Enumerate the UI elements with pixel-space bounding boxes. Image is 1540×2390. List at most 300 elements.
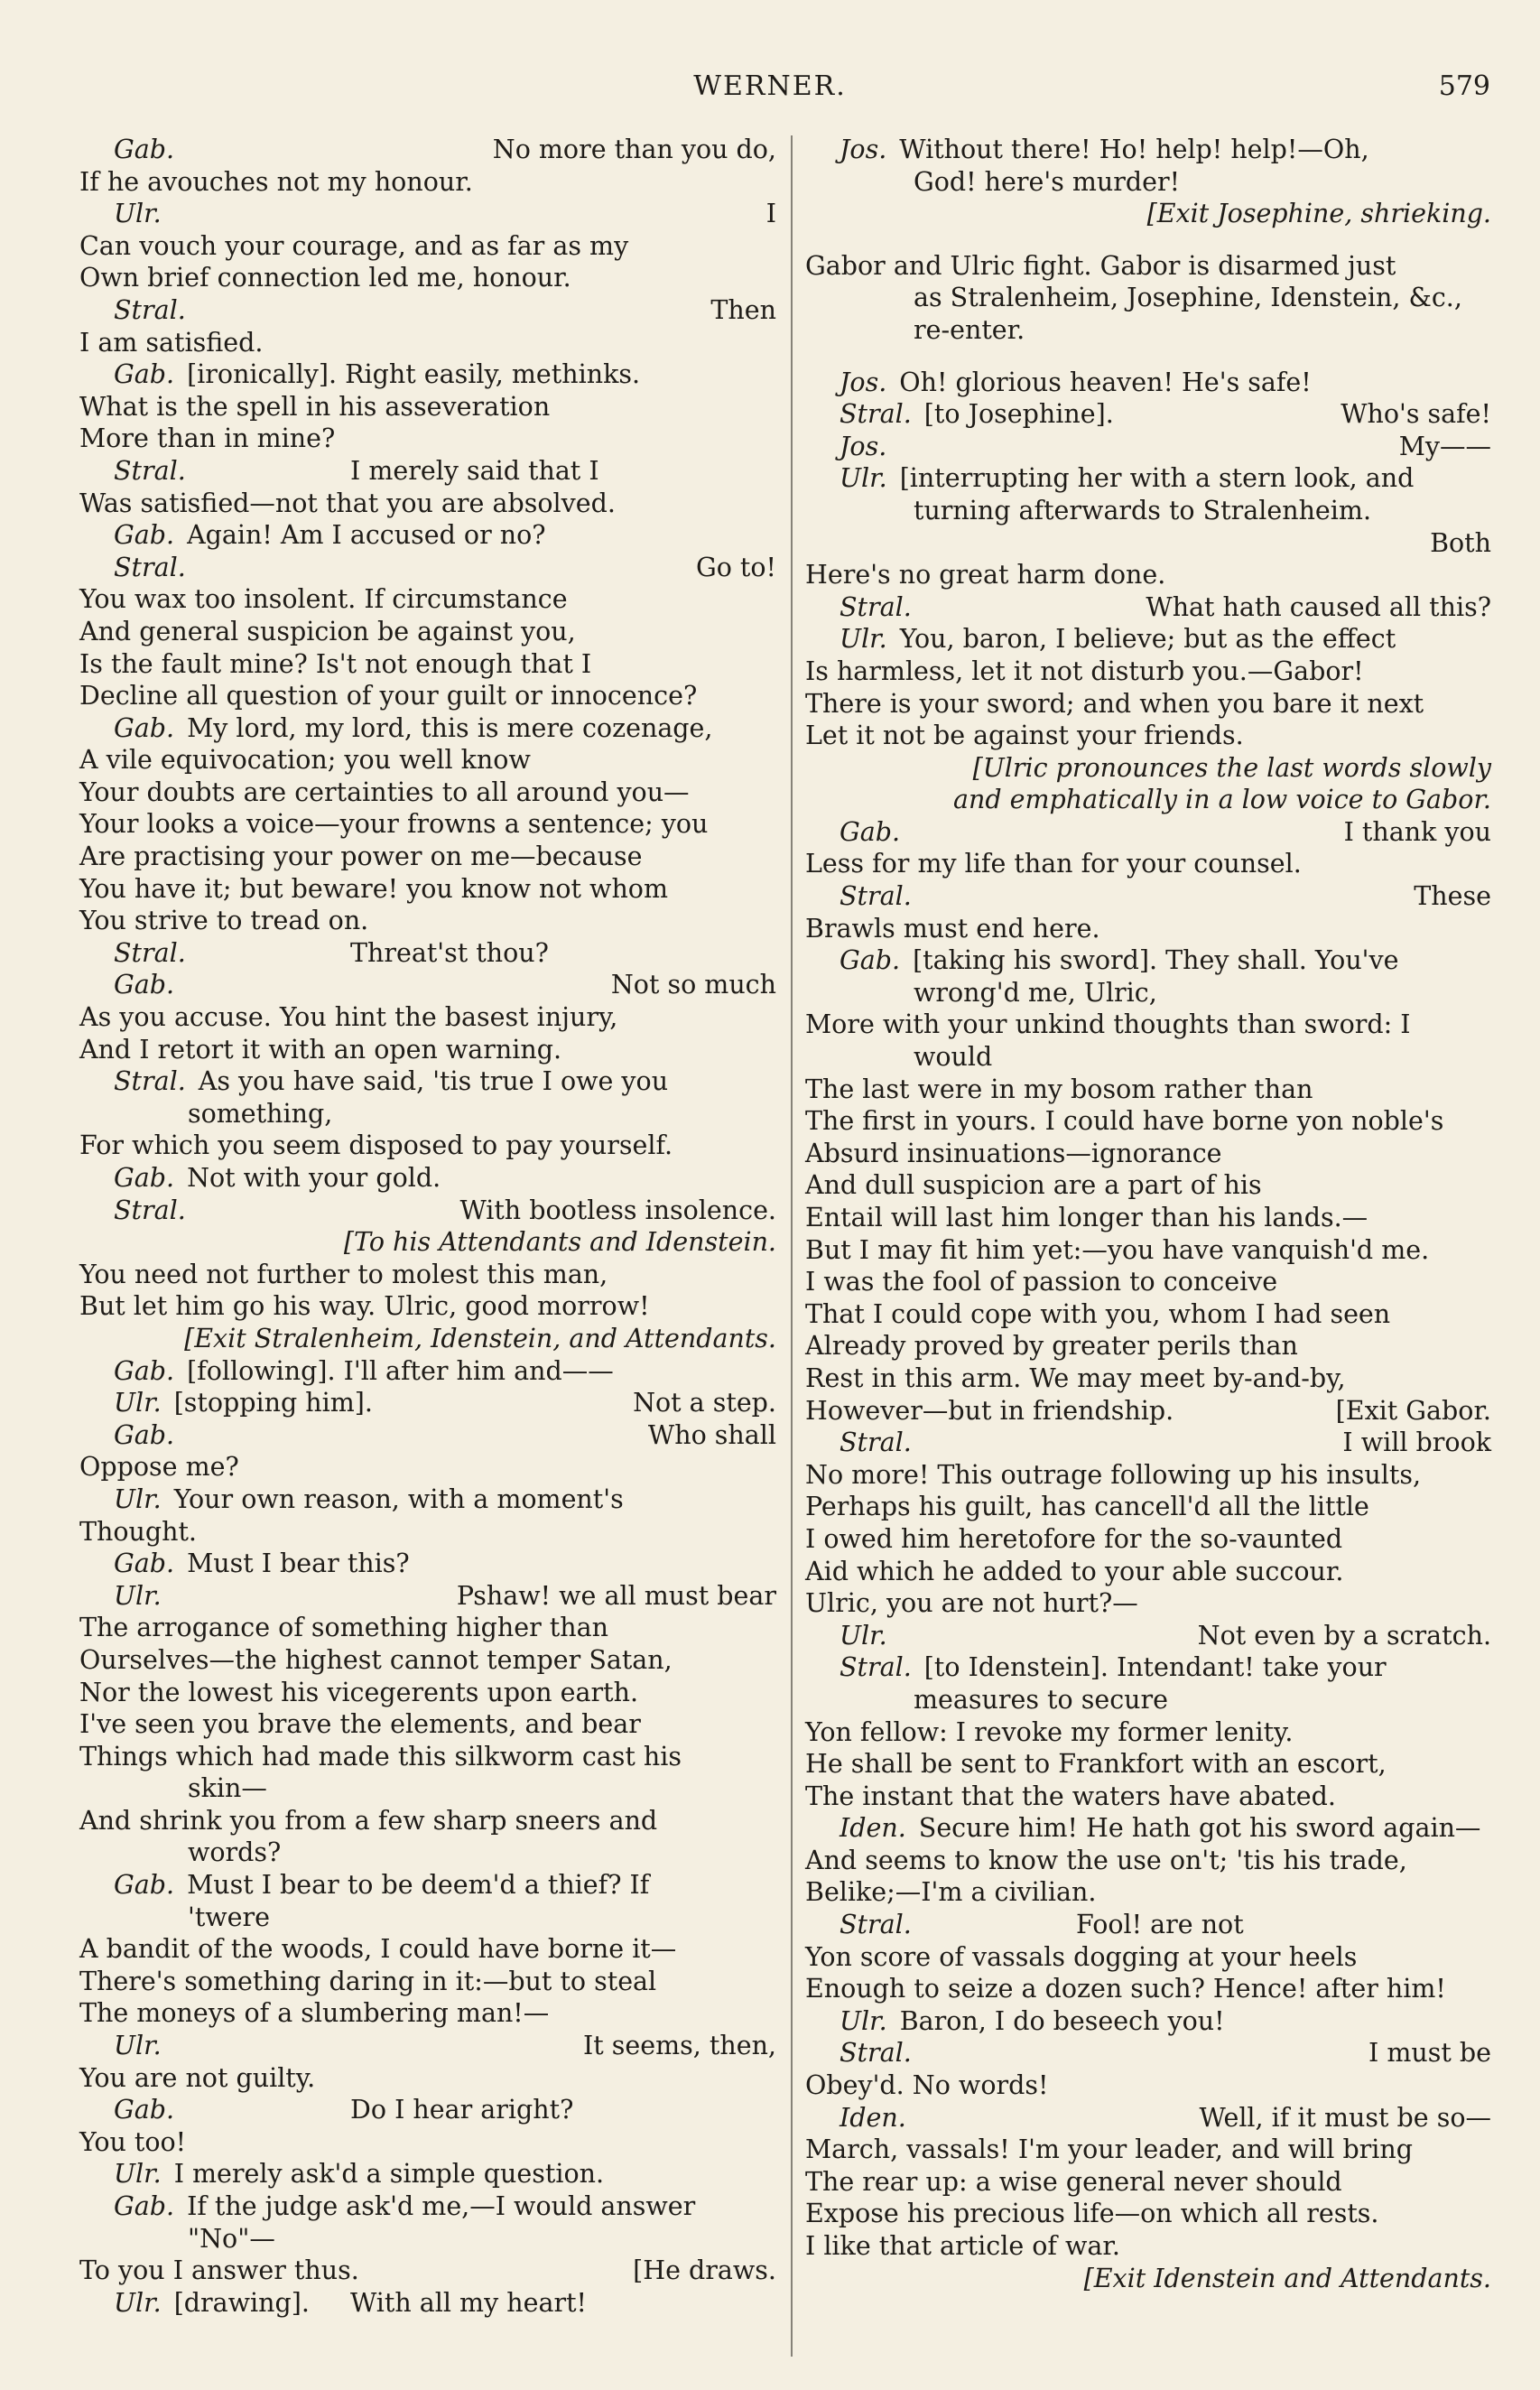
speaker-name: Stral. [114, 937, 186, 968]
line-text: Your doubts are certainties to all around you— [79, 777, 690, 807]
speaker-name: Ulr. [114, 1388, 162, 1418]
line-text: That I could cope with you, whom I had seen [805, 1298, 1391, 1329]
line-text: Secure him! He hath got his sword again— [918, 1813, 1481, 1844]
line-text-right: These [1414, 881, 1491, 912]
text-line [79, 1290, 776, 1323]
line-text-right: With bootless insolence. [459, 1195, 776, 1225]
line-text: You, baron, I believe; but as the effect [899, 624, 1396, 655]
speaker-name: Gab. [114, 1870, 175, 1901]
line-text-right: Who shall [647, 1419, 776, 1450]
text-line [805, 2134, 1491, 2166]
continuation-line: wrong'd me, Ulric, [914, 977, 1157, 1008]
line-text-right: [Exit Gabor. [1335, 1395, 1491, 1426]
text-line [79, 712, 776, 745]
text-line [79, 262, 776, 294]
line-text: Gabor and Ulric fight. Gabor is disarmed just [805, 250, 1396, 281]
continuation-line: God! here's murder! [914, 166, 1181, 197]
text-line [79, 423, 776, 455]
continuation-line: re-enter. [914, 314, 1025, 345]
text-line [79, 1869, 776, 1902]
line-text-right: Not a step. [633, 1388, 776, 1418]
spacer [805, 347, 1491, 367]
text-line [805, 1138, 1491, 1170]
text-line [805, 720, 1491, 752]
text-line [79, 1001, 776, 1034]
stage-direction: [Exit Josephine, shrieking. [1146, 199, 1491, 229]
text-line [79, 1805, 776, 1837]
speaker-name: Gab. [114, 970, 175, 1000]
text-line [805, 2069, 1491, 2102]
line-text: Let it not be against your friends. [805, 721, 1244, 751]
text-line [79, 905, 776, 937]
line-text: The last were in my bosom rather than [805, 1074, 1313, 1104]
speaker-name: Ulr. [114, 1580, 162, 1611]
text-line [805, 2198, 1491, 2230]
speaker-name: Stral. [114, 294, 186, 325]
text-line [79, 2190, 776, 2223]
line-text: Perhaps his guilt, has cancell'd all the little [805, 1492, 1369, 1522]
speaker-name: Stral. [840, 881, 912, 912]
text-line [805, 1523, 1491, 1556]
text-line [79, 937, 776, 970]
line-text: However—but in friendship. [805, 1395, 1174, 1426]
line-text: I was the fool of passion to conceive [805, 1267, 1278, 1297]
line-text: Are practising your power on me—because [79, 842, 643, 872]
text-line [79, 1195, 776, 1227]
line-text-mid: With all my heart! [350, 2287, 587, 2318]
continuation-line: something, [188, 1098, 333, 1129]
text-line [79, 583, 776, 616]
text-line [805, 1620, 1491, 1652]
text-line [79, 873, 776, 906]
text-line [79, 1612, 776, 1644]
speaker-name: Ulr. [840, 463, 887, 494]
line-text: But let him go his way. Ulric, good morrow! [79, 1291, 650, 1322]
speaker-name: Gab. [114, 1548, 175, 1579]
running-title: WERNER. [693, 70, 847, 102]
text-line [79, 1997, 776, 2030]
text-line [805, 398, 1491, 431]
line-text: There's something daring in it:—but to steal [79, 1966, 657, 1996]
text-line [79, 1741, 776, 1773]
text-line [79, 1130, 776, 1162]
text-line [79, 230, 776, 263]
line-text-right: Pshaw! we all must bear [456, 1580, 776, 1611]
line-text: Absurd insinuations—ignorance [805, 1138, 1222, 1168]
speaker-name: Gab. [114, 520, 175, 551]
line-text: A bandit of the woods, I could have borne it— [79, 1934, 677, 1965]
page-number: 579 [1438, 70, 1490, 102]
text-line [805, 1909, 1491, 1941]
text-line [79, 488, 776, 520]
left-column [79, 134, 776, 2319]
speaker-name: Gab. [114, 712, 175, 743]
text-line [805, 1427, 1491, 1459]
speaker-name: Stral. [114, 1195, 186, 1225]
text-line [805, 1074, 1491, 1106]
text-line [79, 134, 776, 166]
line-text: As you accuse. You hint the basest injury, [79, 1002, 618, 1033]
text-line [805, 1781, 1491, 1813]
line-text-right: [He draws. [633, 2255, 776, 2286]
text-line [805, 944, 1491, 977]
speaker-name: Ulr. [840, 2005, 887, 2036]
text-line [79, 294, 776, 327]
speaker-name: Stral. [840, 1652, 912, 1683]
stage-direction: and emphatically in a low voice to Gabor. [953, 785, 1491, 815]
text-line [805, 1973, 1491, 2005]
line-text: Nor the lowest his vicegerents upon earth. [79, 1677, 638, 1707]
text-line [79, 358, 776, 391]
speaker-name: Ulr. [114, 2287, 162, 2318]
text-line [79, 2094, 776, 2126]
text-line [79, 2158, 776, 2190]
text-line [79, 1548, 776, 1580]
text-line [79, 166, 776, 199]
line-text: Ulric, you are not hurt?— [805, 1588, 1138, 1619]
line-text: [to Idenstein]. Intendant! take your [923, 1652, 1387, 1683]
line-text: If he avouches not my honour. [79, 166, 473, 197]
line-text: You strive to tread on. [79, 906, 369, 936]
line-text: Own brief connection led me, honour. [79, 263, 571, 293]
line-text: More with your unkind thoughts than sword: I [805, 1009, 1411, 1040]
text-line [805, 1298, 1491, 1331]
text-line [805, 2166, 1491, 2199]
text-line [805, 623, 1491, 656]
line-text: You wax too insolent. If circumstance [79, 584, 568, 615]
text-line [79, 1677, 776, 1709]
line-text: What is the spell in his asseveration [79, 391, 551, 422]
line-text: [to Josephine]. [923, 399, 1114, 430]
text-line [805, 1845, 1491, 1877]
line-text: The rear up: a wise general never should [805, 2166, 1342, 2197]
speaker-name: Stral. [114, 455, 186, 486]
line-text: [interrupting her with a stern look, and [899, 463, 1415, 494]
line-text-right: It seems, then, [583, 2031, 776, 2061]
line-text: Ourselves—the highest cannot temper Satan, [79, 1644, 673, 1675]
line-text: Yon score of vassals dogging at your heels [805, 1941, 1358, 1972]
text-line [79, 680, 776, 712]
speaker-name: Gab. [840, 945, 901, 976]
text-line [79, 616, 776, 648]
text-line [805, 559, 1491, 591]
speaker-name: Jos. [840, 135, 887, 164]
line-text: Is harmless, let it not disturb you.—Gabor! [805, 656, 1364, 686]
line-text: [stopping him]. [173, 1388, 373, 1418]
line-text: Was satisfied—not that you are absolved. [79, 488, 616, 518]
line-text: Not with your gold. [187, 1163, 441, 1193]
text-line [79, 744, 776, 777]
line-text: Less for my life than for your counsel. [805, 849, 1302, 879]
text-line [79, 552, 776, 584]
line-text: And shrink you from a few sharp sneers and [79, 1805, 658, 1836]
text-line [805, 1876, 1491, 1909]
line-text: Must I bear this? [187, 1548, 410, 1579]
line-text-right: I must be [1368, 2038, 1491, 2069]
text-line [79, 1355, 776, 1388]
line-text-right: My—— [1398, 431, 1491, 461]
text-line [805, 2005, 1491, 2038]
text-line [79, 1516, 776, 1548]
continuation-line: 'twere [188, 1902, 271, 1932]
text-line [79, 1966, 776, 1998]
line-text: [following]. I'll after him and—— [187, 1355, 614, 1386]
text-line [79, 777, 776, 809]
line-text-right: I [765, 199, 776, 229]
line-text: Oppose me? [79, 1452, 239, 1483]
line-text: The moneys of a slumbering man!— [79, 1998, 550, 2029]
speaker-name: Stral. [840, 1427, 912, 1458]
continuation-line: would [914, 1042, 993, 1073]
line-text: Baron, I do beseech you! [899, 2005, 1225, 2036]
line-text: You too! [79, 2126, 187, 2157]
column-rule [791, 135, 793, 2357]
line-text: And seems to know the use on't; 'tis his trade, [805, 1845, 1407, 1875]
text-line [79, 2030, 776, 2062]
text-line [805, 1234, 1491, 1267]
line-text-mid: Do I hear aright? [350, 2095, 574, 2125]
line-text: My lord, my lord, this is mere cozenage, [187, 712, 713, 743]
text-line [805, 250, 1491, 283]
speaker-name: Gab. [114, 1355, 175, 1386]
line-text: Your own reason, with a moment's [173, 1483, 624, 1514]
text-line [805, 1716, 1491, 1749]
text-line [79, 1065, 776, 1098]
line-text: A vile equivocation; you well know [79, 745, 531, 776]
text-line [79, 519, 776, 552]
speaker-name: Iden. [840, 2102, 906, 2133]
speaker-name: Stral. [114, 552, 186, 582]
text-line [79, 2255, 776, 2287]
text-line [805, 2230, 1491, 2263]
text-line [805, 1105, 1491, 1138]
line-text: Brawls must end here. [805, 913, 1100, 944]
line-text: I've seen you brave the elements, and bear [79, 1709, 641, 1740]
stage-direction: [Exit Stralenheim, Idenstein, and Attendants. [184, 1323, 776, 1353]
line-text: Obey'd. No words! [805, 2070, 1049, 2101]
text-line [805, 880, 1491, 913]
text-line [805, 367, 1491, 399]
text-line [79, 1259, 776, 1291]
speaker-name: Gab. [114, 2191, 175, 2221]
text-line [805, 1812, 1491, 1845]
text-line [79, 1933, 776, 1966]
text-line [805, 1169, 1491, 1202]
text-line [805, 656, 1491, 688]
speaker-name: Stral. [840, 399, 912, 430]
line-text: [drawing]. [173, 2287, 310, 2318]
text-line [79, 1483, 776, 1516]
speaker-name: Ulr. [840, 624, 887, 655]
text-line [79, 2126, 776, 2159]
line-text: Decline all question of your guilt or innocence? [79, 681, 698, 711]
text-line [805, 848, 1491, 880]
line-text-mid: Fool! are not [1076, 1910, 1244, 1940]
text-line [805, 1009, 1491, 1041]
text-line [79, 1387, 776, 1419]
line-text: Again! Am I accused or no? [187, 520, 546, 551]
text-line [805, 1748, 1491, 1781]
line-text: Here's no great harm done. [805, 560, 1166, 591]
line-text: I owed him heretofore for the so-vaunted [805, 1523, 1343, 1554]
speaker-name: Gab. [114, 1419, 175, 1450]
continuation-line: measures to secure [914, 1684, 1169, 1715]
text-line [805, 1202, 1491, 1234]
speaker-name: Ulr. [114, 2159, 162, 2190]
speaker-name: Stral. [114, 1066, 186, 1097]
line-text-right: Not even by a scratch. [1197, 1620, 1491, 1651]
line-text-right: Who's safe! [1341, 399, 1491, 430]
speaker-name: Stral. [840, 591, 912, 622]
line-text-right: No more than you do, [492, 135, 776, 164]
line-text: But I may fit him yet:—you have vanquish'd me. [805, 1234, 1430, 1265]
line-text: The arrogance of something higher than [79, 1613, 608, 1643]
speaker-name: Ulr. [840, 1620, 887, 1651]
stage-direction: [Ulric pronounces the last words slowly [972, 752, 1491, 783]
speaker-name: Ulr. [114, 2031, 162, 2061]
line-text: Oh! glorious heaven! He's safe! [899, 367, 1312, 397]
text-line [805, 431, 1491, 463]
text-line [805, 2102, 1491, 2134]
text-line [805, 2037, 1491, 2069]
stage-direction: [Exit Idenstein and Attendants. [1083, 2263, 1491, 2293]
line-text: And general suspicion be against you, [79, 616, 576, 646]
line-text: To you I answer thus. [79, 2255, 359, 2286]
line-text: I am satisfied. [79, 327, 264, 358]
text-line [79, 1708, 776, 1741]
text-line [805, 591, 1491, 624]
line-text: I merely ask'd a simple question. [173, 2159, 605, 2190]
speaker-name: Jos. [840, 367, 887, 397]
text-line [805, 1556, 1491, 1588]
text-line [79, 327, 776, 359]
line-text: Enough to seize a dozen such? Hence! after him! [805, 1974, 1446, 2004]
text-line [79, 841, 776, 873]
page-header [0, 70, 1540, 116]
line-text: Thought. [79, 1516, 197, 1547]
speaker-name: Ulr. [114, 199, 162, 229]
line-text: March, vassals! I'm your leader, and will bring [805, 2134, 1414, 2165]
text-line [79, 648, 776, 681]
right-column [805, 134, 1491, 2294]
text-line [79, 1580, 776, 1613]
line-text: And I retort it with an open warning. [79, 1034, 562, 1065]
text-line [805, 134, 1491, 166]
text-line [805, 1362, 1491, 1395]
line-text: The instant that the waters have abated. [805, 1781, 1336, 1811]
line-text: I like that article of war. [805, 2231, 1120, 2261]
line-text: No more! This outrage following up his insults, [805, 1459, 1422, 1490]
speaker-name: Gab. [840, 816, 901, 847]
continuation-line: words? [188, 1837, 282, 1868]
line-text: [taking his sword]. They shall. You've [913, 945, 1399, 976]
speaker-name: Gab. [114, 359, 175, 390]
text-line [79, 808, 776, 841]
line-text: Expose his precious life—on which all rests. [805, 2199, 1379, 2229]
line-text: The first in yours. I could have borne yon noble's [805, 1106, 1444, 1137]
speaker-name: Iden. [840, 1813, 906, 1844]
text-line [805, 1459, 1491, 1492]
text-line [79, 1451, 776, 1483]
text-line [79, 1419, 776, 1452]
line-text: You have it; but beware! you know not whom [79, 873, 668, 904]
text-line [805, 1266, 1491, 1298]
text-line [79, 969, 776, 1001]
text-line [79, 1034, 776, 1066]
line-text: Aid which he added to your able succour. [805, 1556, 1344, 1586]
line-text-right: I thank you [1343, 816, 1491, 847]
text-line [805, 1941, 1491, 1974]
line-text: Already proved by greater perils than [805, 1331, 1298, 1362]
line-text: Can vouch your courage, and as far as my [79, 230, 629, 261]
line-text-right: Then [710, 294, 776, 325]
text-line [79, 455, 776, 488]
text-line [805, 527, 1491, 560]
line-text: Must I bear to be deem'd a thief? If [187, 1870, 650, 1901]
text-line [79, 2062, 776, 2095]
speaker-name: Gab. [114, 135, 175, 164]
continuation-line: "No"— [188, 2223, 275, 2254]
line-text: Rest in this arm. We may meet by-and-by, [805, 1362, 1346, 1393]
line-text: Without there! Ho! help! help!—Oh, [899, 135, 1369, 164]
text-line [805, 1491, 1491, 1523]
line-text-right: I will brook [1342, 1427, 1491, 1458]
line-text: Is the fault mine? Is't not enough that I [79, 648, 592, 679]
continuation-line: skin— [188, 1773, 267, 1804]
text-line [805, 816, 1491, 849]
text-line [79, 1644, 776, 1677]
line-text: If the judge ask'd me,—I would answer [187, 2191, 696, 2221]
speaker-name: Jos. [840, 431, 887, 461]
line-text: Yon fellow: I revoke my former lenity. [805, 1716, 1294, 1747]
speaker-name: Ulr. [114, 1483, 162, 1514]
line-text: Belike;—I'm a civilian. [805, 1877, 1097, 1908]
line-text: He shall be sent to Frankfort with an escort, [805, 1749, 1387, 1780]
line-text: There is your sword; and when you bare it next [805, 688, 1424, 719]
text-line [79, 1162, 776, 1195]
text-line [79, 391, 776, 423]
line-text: Your looks a voice—your frowns a sentence; you [79, 809, 709, 840]
continuation-line: as Stralenheim, Josephine, Idenstein, &c., [914, 283, 1462, 313]
text-line [79, 198, 776, 230]
line-text-mid: I merely said that I [350, 455, 599, 486]
line-text-right: Well, if it must be so— [1199, 2102, 1491, 2133]
text-line [805, 1330, 1491, 1362]
text-line [805, 462, 1491, 495]
line-text: For which you seem disposed to pay yourself. [79, 1130, 673, 1161]
text-line [805, 688, 1491, 721]
spacer [805, 230, 1491, 250]
line-text: As you have said, 'tis true I owe you [198, 1066, 669, 1097]
text-line [805, 1651, 1491, 1684]
line-text: More than in mine? [79, 423, 336, 454]
text-line [805, 1395, 1491, 1427]
speaker-name: Gab. [114, 1163, 175, 1193]
line-text: Entail will last him longer than his lands.— [805, 1203, 1368, 1232]
line-text: [ironically]. Right easily, methinks. [187, 359, 641, 390]
text-line [805, 913, 1491, 945]
line-text-right: Go to! [695, 552, 776, 582]
continuation-line: turning afterwards to Stralenheim. [914, 495, 1372, 525]
text-line [79, 2287, 776, 2320]
line-text-right: Not so much [610, 970, 776, 1000]
line-text-right: Both [1430, 527, 1491, 558]
line-text: And dull suspicion are a part of his [805, 1170, 1262, 1201]
speaker-name: Stral. [840, 1910, 912, 1940]
line-text: You are not guilty. [79, 2062, 316, 2093]
line-text-right: What hath caused all this? [1146, 591, 1491, 622]
speaker-name: Gab. [114, 2095, 175, 2125]
